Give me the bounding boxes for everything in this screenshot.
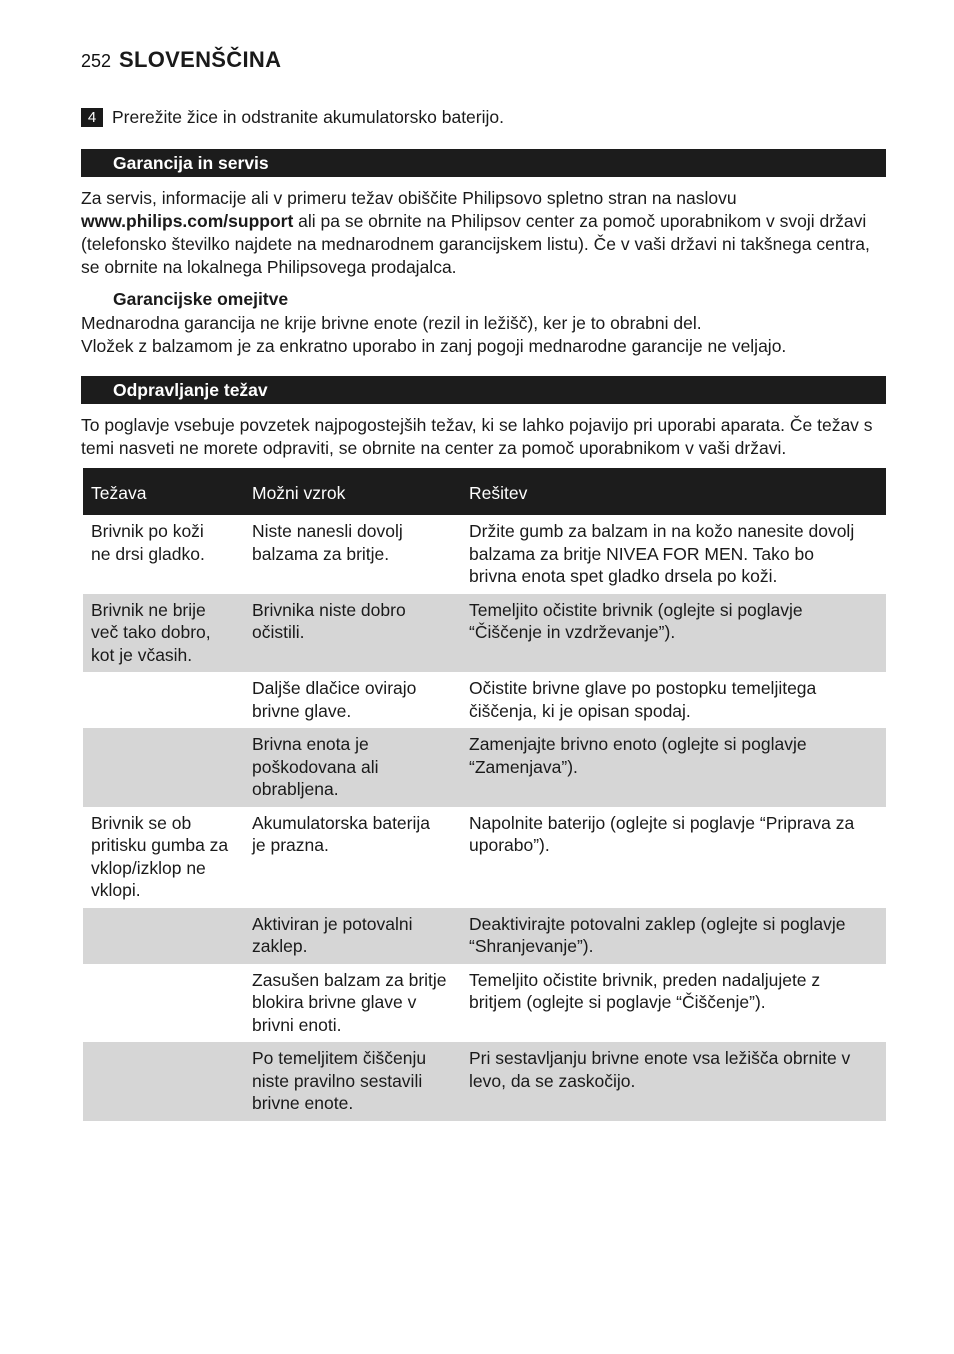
table-row [83,1042,886,1121]
solution-cell [461,515,886,594]
cause-cell [244,728,461,807]
problem-cell [83,515,244,594]
table-header-row [83,468,886,515]
step-text: Prerežite žice in odstranite akumulatorsko baterijo. [112,107,504,127]
cell-line: brivni enoti. [252,1014,342,1035]
cell-line: Pri sestavljanju brivne enote vsa ležišča obrnite v [469,1048,851,1068]
problem-cell [83,1042,244,1121]
solution-cell [461,594,886,673]
step-item [81,107,504,128]
cell-line: brivne glave. [252,700,352,721]
column-header-cause: Možni vzrok [244,468,461,515]
cause-cell [244,807,461,908]
cell-line: Temeljito očistite brivnik, preden nadaljujete z [469,969,821,990]
problem-cell [83,964,244,1043]
section-title-troubleshooting: Odpravljanje težav [81,376,886,404]
column-header-problem: Težava [83,468,244,515]
cell-line: brivne enote. [252,1093,354,1113]
problem-cell [83,672,244,728]
cell-line: balzama za britje. [252,543,390,564]
table-row [83,594,886,673]
cell-line: Brivnik po koži [91,521,204,541]
page-number: 252 [81,51,112,71]
cell-line: Zamenjajte brivno enoto (oglejte si poglavje [469,734,807,754]
step-number: 4 [81,108,103,127]
cell-line: “Zamenjava”). [469,756,578,777]
cell-line: več tako dobro, [91,622,211,642]
cell-line: Zasušen balzam za britje [252,969,447,990]
cell-line: Aktiviran je potovalni [252,913,413,934]
problem-cell [83,807,244,908]
solution-cell [461,672,886,728]
cell-line: Napolnite baterijo (oglejte si poglavje “Priprava za [469,812,855,833]
cell-line: “Čiščenje in vzdrževanje”). [469,622,676,642]
cell-line: niste pravilno sestavili [252,1070,423,1091]
troubleshooting-intro: To poglavje vsebuje povzetek najpogostejših težav, ki se lahko pojavijo pri uporabi aparata. Če težav s temi nasveti ne morete odpraviti, se obrnite na center za pomoč uporabnikom v vaši državi. [81,415,873,458]
language-title: SLOVENŠČINA [119,47,282,72]
cell-line: Po temeljitem čiščenju [252,1048,427,1068]
cell-line: zaklep. [252,936,308,956]
warranty-limits-title: Garancijske omejitve [113,289,289,309]
table-row [83,908,886,964]
cell-line: kot je včasih. [91,644,193,665]
cell-line: levo, da se zaskočijo. [469,1070,636,1091]
cell-line: Očistite brivne glave po postopku temeljitega [469,678,817,698]
cell-line: Brivnika niste dobro [252,599,406,620]
cell-line: ne drsi gladko. [91,543,205,564]
cell-line: Daljše dlačice ovirajo [252,678,417,698]
cell-line: brivna enota spet gladko drsela po koži. [469,566,778,586]
cell-line: Deaktivirajte potovalni zaklep (oglejte si poglavje [469,913,846,934]
cell-line: Niste nanesli dovolj [252,521,403,541]
solution-cell [461,728,886,807]
cell-line: vklop/izklop ne [91,857,206,878]
cell-line: balzama za britje NIVEA FOR MEN. Tako bo [469,543,814,564]
warranty-paragraph: Za servis, informacije ali v primeru težav obiščite Philipsovo spletno stran na naslovu www.philips.com/support ali pa se obrnite na Philipsov center za pomoč uporabnikom v svoji državi (telefonsko številko najdete na mednarodnem garancijskem listu). Če v vaši državi ni takšnega centra, se obrnite na lokalnega Philipsovega prodajalca. [81,188,870,277]
solution-cell [461,964,886,1043]
support-link[interactable]: www.philips.com/support [81,211,294,231]
cause-cell [244,964,461,1043]
cause-cell [244,908,461,964]
table-body [83,515,886,1121]
problem-cell [83,728,244,807]
table-row [83,515,886,594]
warranty-limits-paragraph: Mednarodna garancija ne krije brivne enote (rezil in ležišč), ker je to obrabni del. Vložek z balzamom je za enkratno uporabo in zanj pogoji mednarodne garancije ne veljajo. [81,313,787,356]
cell-line: vklopi. [91,880,141,900]
table-row [83,807,886,908]
solution-cell [461,1042,886,1121]
cell-line: poškodovana ali [252,756,379,777]
section-title-warranty: Garancija in servis [81,149,886,177]
problem-cell [83,908,244,964]
cell-line: čiščenja, ki je opisan spodaj. [469,700,691,721]
table-row [83,672,886,728]
cell-line: je prazna. [252,835,329,855]
cell-line: Držite gumb za balzam in na kožo nanesite dovolj [469,521,855,541]
cell-line: Brivnik se ob [91,812,192,833]
table-row [83,728,886,807]
cell-line: blokira brivne glave v [252,992,417,1012]
solution-cell [461,807,886,908]
troubleshooting-table [83,468,886,1121]
cell-line: britjem (oglejte si poglavje “Čiščenje”). [469,992,766,1012]
problem-cell [83,594,244,673]
cause-cell [244,672,461,728]
cell-line: uporabo”). [469,835,550,855]
cause-cell [244,1042,461,1121]
column-header-solution: Rešitev [461,468,886,515]
page-header [81,47,281,73]
table-row [83,964,886,1043]
cause-cell [244,594,461,673]
cell-line: Brivnik ne brije [91,599,206,620]
solution-cell [461,908,886,964]
cell-line: pritisku gumba za [91,835,229,855]
cell-line: očistili. [252,622,305,642]
cell-line: Akumulatorska baterija [252,812,430,833]
cause-cell [244,515,461,594]
cell-line: obrabljena. [252,779,339,799]
cell-line: “Shranjevanje”). [469,936,594,956]
cell-line: Brivna enota je [252,734,369,754]
cell-line: Temeljito očistite brivnik (oglejte si poglavje [469,599,803,620]
